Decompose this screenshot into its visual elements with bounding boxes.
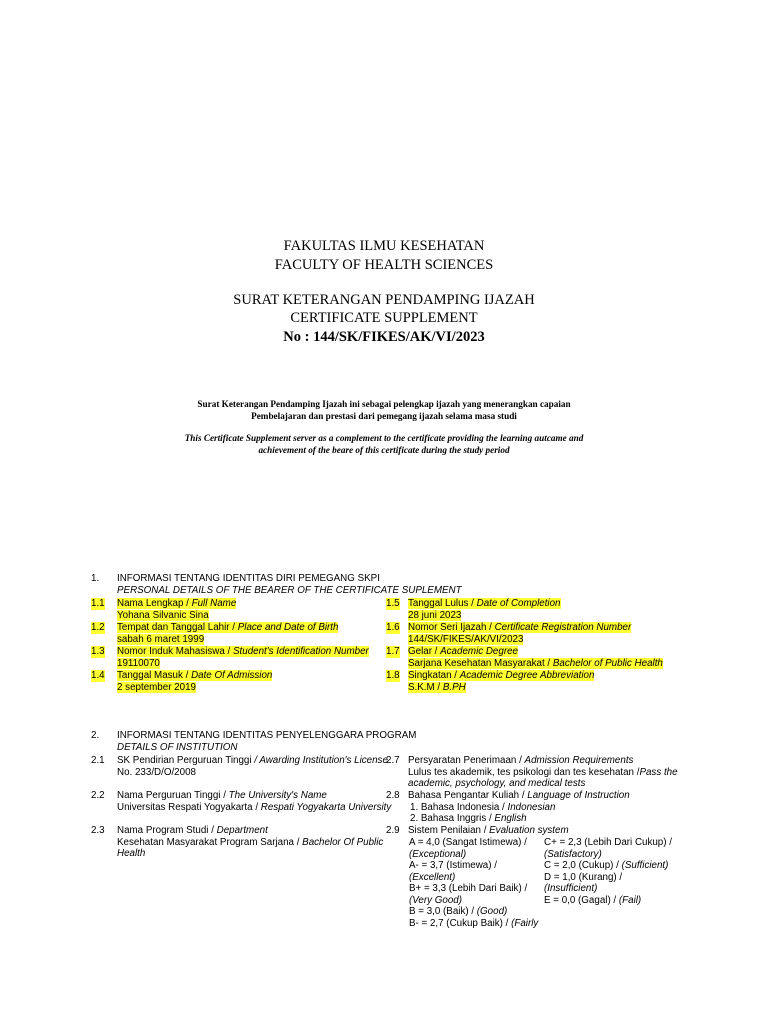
field-label-en: Academic Degree Abbreviation xyxy=(459,670,595,681)
field-label-en: Language of Instruction xyxy=(527,790,630,801)
field-value: Universitas Respati Yogyakarta / xyxy=(117,801,261,813)
field-number: 1.1 xyxy=(91,598,105,609)
field-value: 2 september 2019 xyxy=(117,681,196,693)
field-value: Yohana Silvanic Sina xyxy=(117,609,209,621)
field-value: Sarjana Kesehatan Masyarakat / xyxy=(408,657,553,669)
section-subtitle: DETAILS OF INSTITUTION xyxy=(117,741,238,753)
field-label-en: Evaluation system xyxy=(489,825,569,836)
field-value: Kesehatan Masyarakat Program Sarjana / xyxy=(117,836,303,848)
field-number: 2.1 xyxy=(91,755,105,766)
grade-item-en: (Insufficient) xyxy=(544,883,598,894)
field-number: 1.7 xyxy=(386,646,400,657)
field-number: 2.8 xyxy=(386,790,400,801)
field-value: sabah 6 maret 1999 xyxy=(117,633,205,645)
field-label-en: / Awarding Institution's License xyxy=(254,755,388,766)
field-label-en: Certificate Registration Number xyxy=(494,622,632,633)
grade-item: E = 0,0 (Gagal) / (Fail) xyxy=(544,894,642,906)
field-number: 2.9 xyxy=(386,825,400,836)
grade-item: B- = 2,7 (Cukup Baik) / (Fairly xyxy=(409,917,539,929)
field-value-en: Bachelor of Public Health xyxy=(552,657,663,669)
field-label: Gelar / xyxy=(408,646,441,657)
field-label: Nomor Seri Ijazah / xyxy=(408,622,495,633)
field-value: 144/SK/FIKES/AK/VI/2023 xyxy=(408,633,524,645)
intro-en-line1: This Certificate Supplement server as a complement to the certificate providing the learning autcame and xyxy=(184,433,584,443)
field-value-en-cont: Health xyxy=(117,848,146,859)
field-label-en: The University's Name xyxy=(228,790,327,801)
field-number: 1.6 xyxy=(386,622,400,633)
field-label: Tanggal Masuk / xyxy=(117,670,192,681)
field-label-en: Student's Identification Number xyxy=(232,646,369,657)
grade-item: B+ = 3,3 (Lebih Dari Baik) / xyxy=(409,883,528,894)
field-number: 1.3 xyxy=(91,646,105,657)
document-title-en: CERTIFICATE SUPPLEMENT xyxy=(290,310,478,326)
field-number: 1.5 xyxy=(386,598,400,609)
field-label-en: Admission Requirements xyxy=(524,755,634,766)
document-title-id: SURAT KETERANGAN PENDAMPING IJAZAH xyxy=(233,292,535,308)
section-title: INFORMASI TENTANG IDENTITAS DIRI PEMEGANG SKPI xyxy=(117,573,380,584)
grade-item: A- = 3,7 (Istimewa) / xyxy=(409,860,497,871)
field-label-en: Date Of Admission xyxy=(191,670,273,681)
field-value-en: Pass the xyxy=(639,766,678,778)
document-number: No : 144/SK/FIKES/AK/VI/2023 xyxy=(283,329,485,345)
intro-en xyxy=(150,432,618,456)
field-number: 1.4 xyxy=(91,670,105,681)
faculty-name-id: FAKULTAS ILMU KESEHATAN xyxy=(283,238,485,254)
grade-list-right xyxy=(544,837,672,906)
field-value: Lulus tes akademik, tes psikologi dan tes kesehatan / xyxy=(408,766,640,778)
field-label: Sistem Penilaian / xyxy=(408,825,490,836)
intro-id-line1: Surat Keterangan Pendamping Ijazah ini sebagai pelengkap ijazah yang menerangkan capaian xyxy=(197,399,571,409)
section-subtitle: PERSONAL DETAILS OF THE BEARER OF THE CERTIFICATE SUPLEMENT xyxy=(117,584,462,596)
field-label: Singkatan / xyxy=(408,670,460,681)
grade-item: D = 1,0 (Kurang) / xyxy=(544,871,623,883)
grade-list-left xyxy=(409,837,538,929)
section-title: INFORMASI TENTANG IDENTITAS PENYELENGGARA PROGRAM xyxy=(117,730,417,741)
field-value-en: Respati Yogyakarta University xyxy=(260,801,392,813)
language-item: 1. Bahasa Indonesia / xyxy=(410,801,508,813)
field-value-en: Bachelor Of Public xyxy=(302,836,384,848)
grade-item: C = 2,0 (Cukup) / (Sufficient) xyxy=(544,860,669,871)
intro-en-line2: achievement of the beare of this certificate during the study period xyxy=(258,445,510,455)
field-label: SK Pendirian Perguruan Tinggi xyxy=(117,755,255,766)
field-label-en: Academic Degree xyxy=(440,646,518,657)
field-label: Tempat dan Tanggal Lahir / xyxy=(117,622,238,633)
field-label: Nama Lengkap / xyxy=(117,598,192,609)
field-label-en: Department xyxy=(216,825,268,836)
field-number: 2.7 xyxy=(386,755,400,766)
field-label: Persyaratan Penerimaan / xyxy=(408,755,525,766)
grade-item-en: (Excellent) xyxy=(409,871,456,883)
field-value: S.K.M / xyxy=(408,681,443,693)
field-value: 28 juni 2023 xyxy=(408,609,462,621)
language-item-en: English xyxy=(494,813,527,824)
grade-item: B = 3,0 (Baik) / (Good) xyxy=(409,906,508,917)
grade-item-en: (Satisfactory) xyxy=(544,848,602,860)
grade-item: A = 4,0 (Sangat Istimewa) / xyxy=(409,837,527,848)
intro-id xyxy=(150,398,618,422)
grade-item: C+ = 2,3 (Lebih Dari Cukup) / xyxy=(544,837,672,848)
field-label: Nama Perguruan Tinggi / xyxy=(117,790,229,801)
section-number: 1. xyxy=(91,573,100,584)
field-value-en: B.PH xyxy=(442,681,466,693)
field-label: Bahasa Pengantar Kuliah / xyxy=(408,790,528,801)
language-item-en: Indonesian xyxy=(507,801,556,813)
field-number: 2.3 xyxy=(91,825,105,836)
field-label: Nama Program Studi / xyxy=(117,825,217,836)
field-number: 2.2 xyxy=(91,790,105,801)
field-value-en-cont: academic, psychology, and medical tests xyxy=(408,778,586,789)
faculty-name-en: FACULTY OF HEALTH SCIENCES xyxy=(274,257,494,273)
section-number: 2. xyxy=(91,730,100,741)
field-label-en: Place and Date of Birth xyxy=(237,622,339,633)
field-label-en: Full Name xyxy=(191,598,237,609)
field-number: 1.8 xyxy=(386,670,400,681)
field-label-en: Date of Completion xyxy=(476,598,561,609)
grade-item-en: (Very Good) xyxy=(409,894,462,906)
field-label: Nomor Induk Mahasiswa / xyxy=(117,646,233,657)
field-number: 1.2 xyxy=(91,622,105,633)
field-label: Tanggal Lulus / xyxy=(408,598,477,609)
language-item: 2. Bahasa Inggris / xyxy=(410,813,495,824)
intro-id-line2: Pembelajaran dan prestasi dari pemegang ijazah selama masa studi xyxy=(251,411,517,421)
field-value: 19110070 xyxy=(117,657,160,669)
field-value: No. 233/D/O/2008 xyxy=(117,766,196,778)
grade-item-en: (Exceptional) xyxy=(409,848,467,860)
